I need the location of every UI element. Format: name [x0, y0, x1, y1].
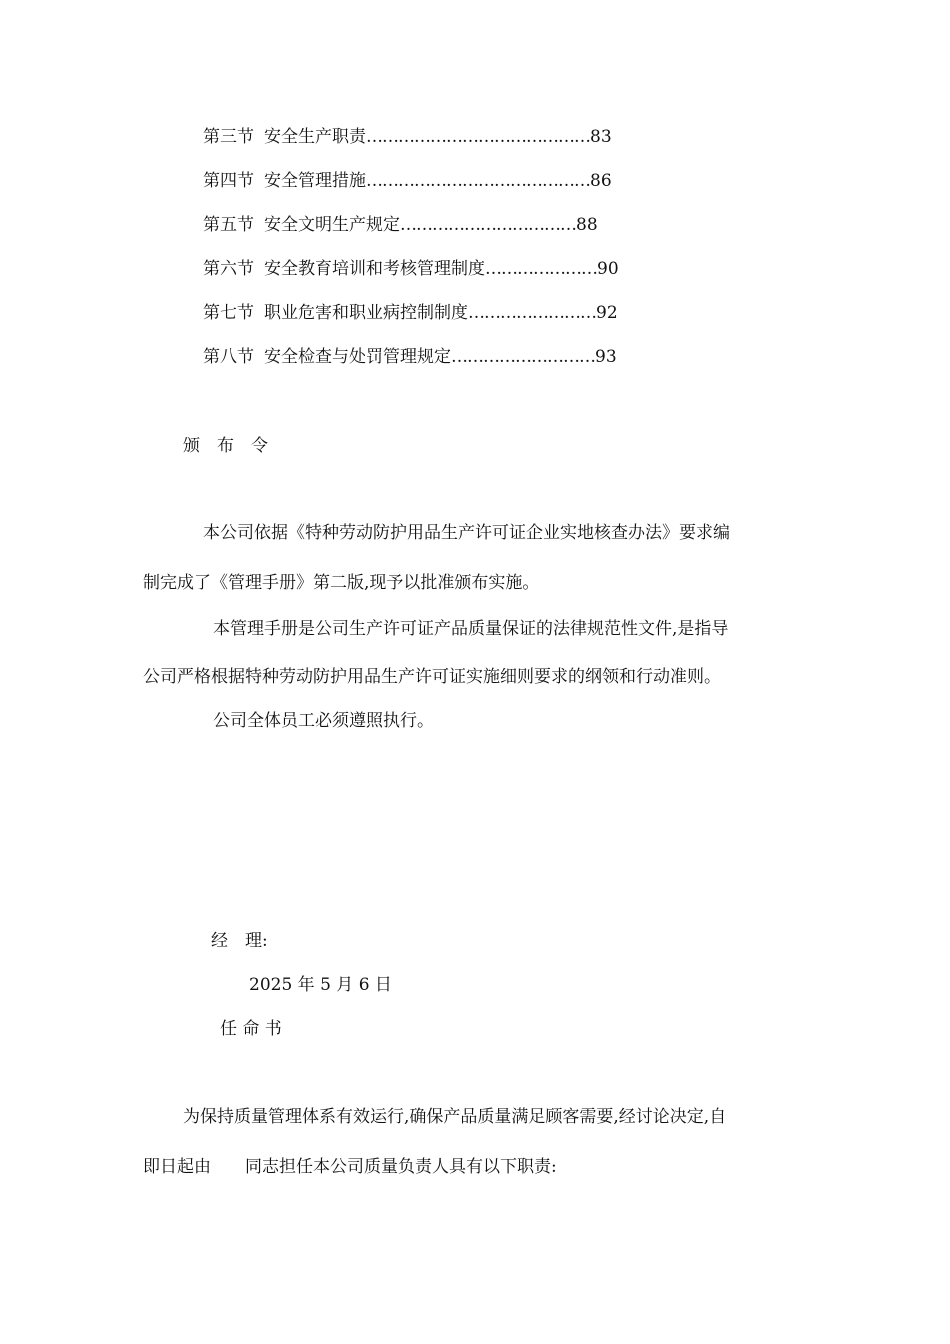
toc-entry	[203, 302, 618, 324]
decree-title: 颁 布 令	[183, 436, 268, 456]
decree-paragraph-3: 公司全体员工必须遵照执行。	[213, 711, 434, 731]
toc-section: 第五节	[203, 215, 254, 235]
toc-section: 第三节	[203, 127, 254, 147]
toc-page-number: 90	[597, 259, 619, 279]
toc-title: 安全检查与处罚管理规定	[264, 347, 451, 367]
toc-entry	[203, 346, 617, 368]
toc-page-number: 93	[595, 347, 617, 367]
toc-title: 安全生产职责	[264, 127, 366, 147]
toc-title: 职业危害和职业病控制制度	[264, 303, 468, 323]
toc-page-number: 88	[576, 215, 598, 235]
toc-title: 安全教育培训和考核管理制度	[264, 259, 485, 279]
toc-page-number: 92	[596, 303, 618, 323]
toc-section: 第六节	[203, 259, 254, 279]
toc-page-number: 86	[590, 171, 612, 191]
signer-label: 经 理:	[211, 931, 268, 951]
decree-paragraph-1-line-1: 本公司依据《特种劳动防护用品生产许可证企业实地核查办法》要求编	[203, 523, 730, 543]
toc-leader: ……………………	[468, 303, 596, 323]
toc-section: 第四节	[203, 171, 254, 191]
toc-entry	[203, 214, 598, 236]
toc-title: 安全管理措施	[264, 171, 366, 191]
toc-leader: ……………………………	[400, 215, 576, 235]
toc-section: 第七节	[203, 303, 254, 323]
appointment-line-2: 即日起由 同志担任本公司质量负责人具有以下职责:	[143, 1157, 557, 1177]
toc-page-number: 83	[590, 127, 612, 147]
toc-entry	[203, 126, 612, 148]
toc-leader: ……………………………………	[366, 171, 590, 191]
appointment-title: 任 命 书	[220, 1019, 282, 1039]
toc-leader: ……………………………………	[366, 127, 590, 147]
toc-entry	[203, 170, 612, 192]
toc-entry	[203, 258, 619, 280]
decree-paragraph-2-line-1: 本管理手册是公司生产许可证产品质量保证的法律规范性文件,是指导	[213, 619, 729, 639]
decree-paragraph-1-line-2: 制完成了《管理手册》第二版,现予以批准颁布实施。	[143, 573, 540, 593]
toc-leader: …………………	[485, 259, 597, 279]
toc-leader: ………………………	[451, 347, 595, 367]
decree-date: 2025 年 5 月 6 日	[249, 975, 392, 995]
appointment-line-1: 为保持质量管理体系有效运行,确保产品质量满足顾客需要,经讨论决定,自	[183, 1107, 727, 1127]
toc-section: 第八节	[203, 347, 254, 367]
decree-paragraph-2-line-2: 公司严格根据特种劳动防护用品生产许可证实施细则要求的纲领和行动准则。	[143, 667, 721, 687]
toc-title: 安全文明生产规定	[264, 215, 400, 235]
